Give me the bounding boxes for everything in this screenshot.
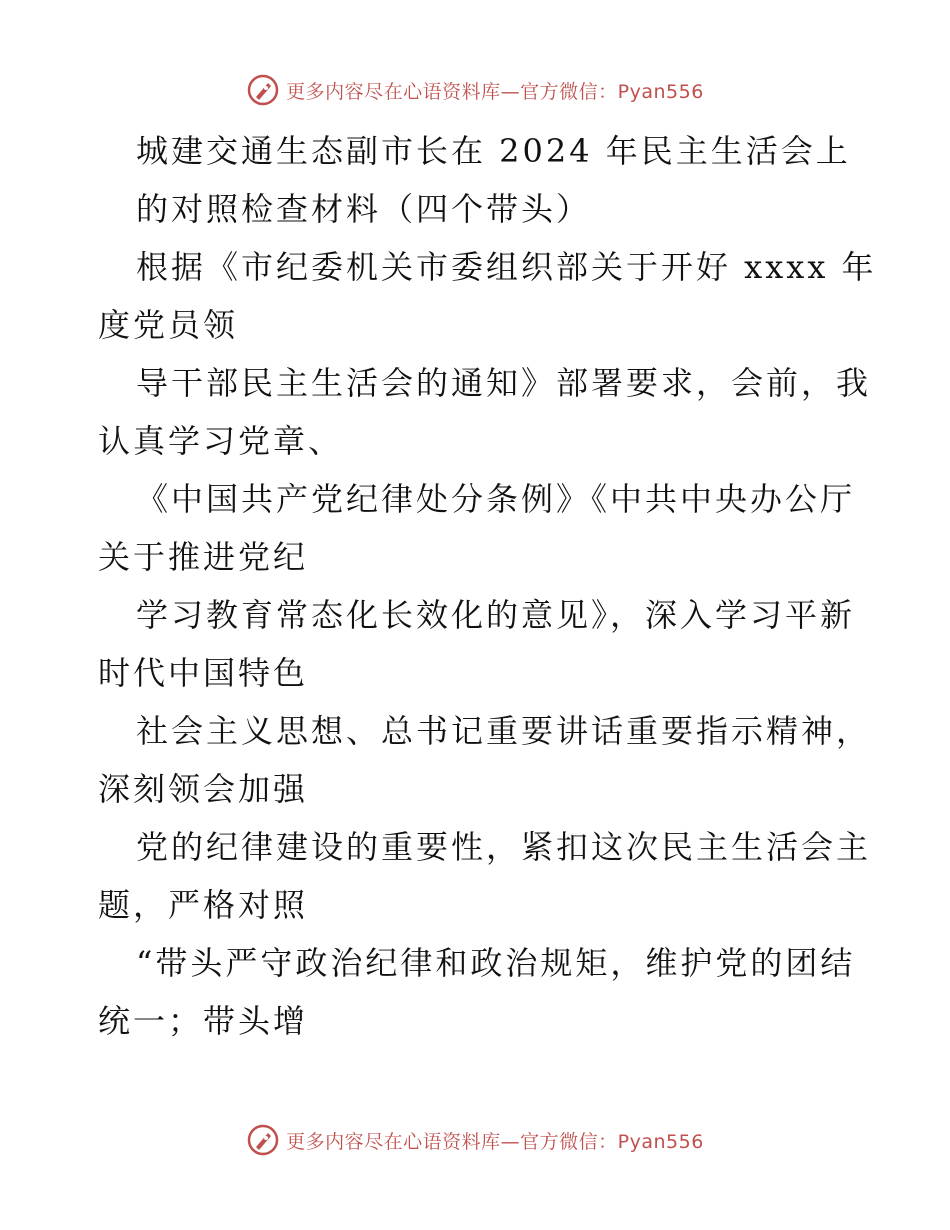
header-watermark: [0, 70, 950, 110]
pen-nib-circle-icon: [246, 1123, 280, 1157]
footer-watermark: [0, 1120, 950, 1160]
paragraph-line: 《中国共产党纪律处分条例》《中共中央办公厅: [136, 480, 856, 518]
paragraph-line: 深刻领会加强: [98, 770, 309, 808]
watermark-text: 更多内容尽在心语资料库—官方微信：Pyan556: [286, 1130, 704, 1153]
paragraph-line: “带头严守政治纪律和政治规矩，维护党的团结: [136, 944, 856, 982]
paragraph-line: 学习教育常态化长效化的意见》，深入学习平新: [136, 596, 856, 634]
paragraph-line: 认真学习党章、: [98, 422, 344, 460]
paragraph-line: 党的纪律建设的重要性，紧扣这次民主生活会主: [136, 828, 872, 866]
document-body: [98, 122, 877, 1050]
paragraph-line: 根据《市纪委机关市委组织部关于开好 xxxx 年: [136, 248, 877, 286]
title-line-2: 的对照检查材料（四个带头）: [136, 190, 592, 228]
paragraph-line: 时代中国特色: [98, 654, 309, 692]
pen-nib-circle-icon: [246, 73, 280, 107]
paragraph-line: 导干部民主生活会的通知》部署要求，会前，我: [136, 364, 872, 402]
watermark-text: 更多内容尽在心语资料库—官方微信：Pyan556: [286, 80, 704, 103]
paragraph-line: 统一；带头增: [98, 1002, 309, 1040]
title-line-1: 城建交通生态副市长在 2024 年民主生活会上: [136, 132, 851, 170]
paragraph-line: 社会主义思想、总书记重要讲话重要指示精神，: [136, 712, 872, 750]
paragraph-line: 度党员领: [98, 306, 239, 344]
paragraph-line: 关于推进党纪: [98, 538, 309, 576]
paragraph-line: 题，严格对照: [98, 886, 309, 924]
